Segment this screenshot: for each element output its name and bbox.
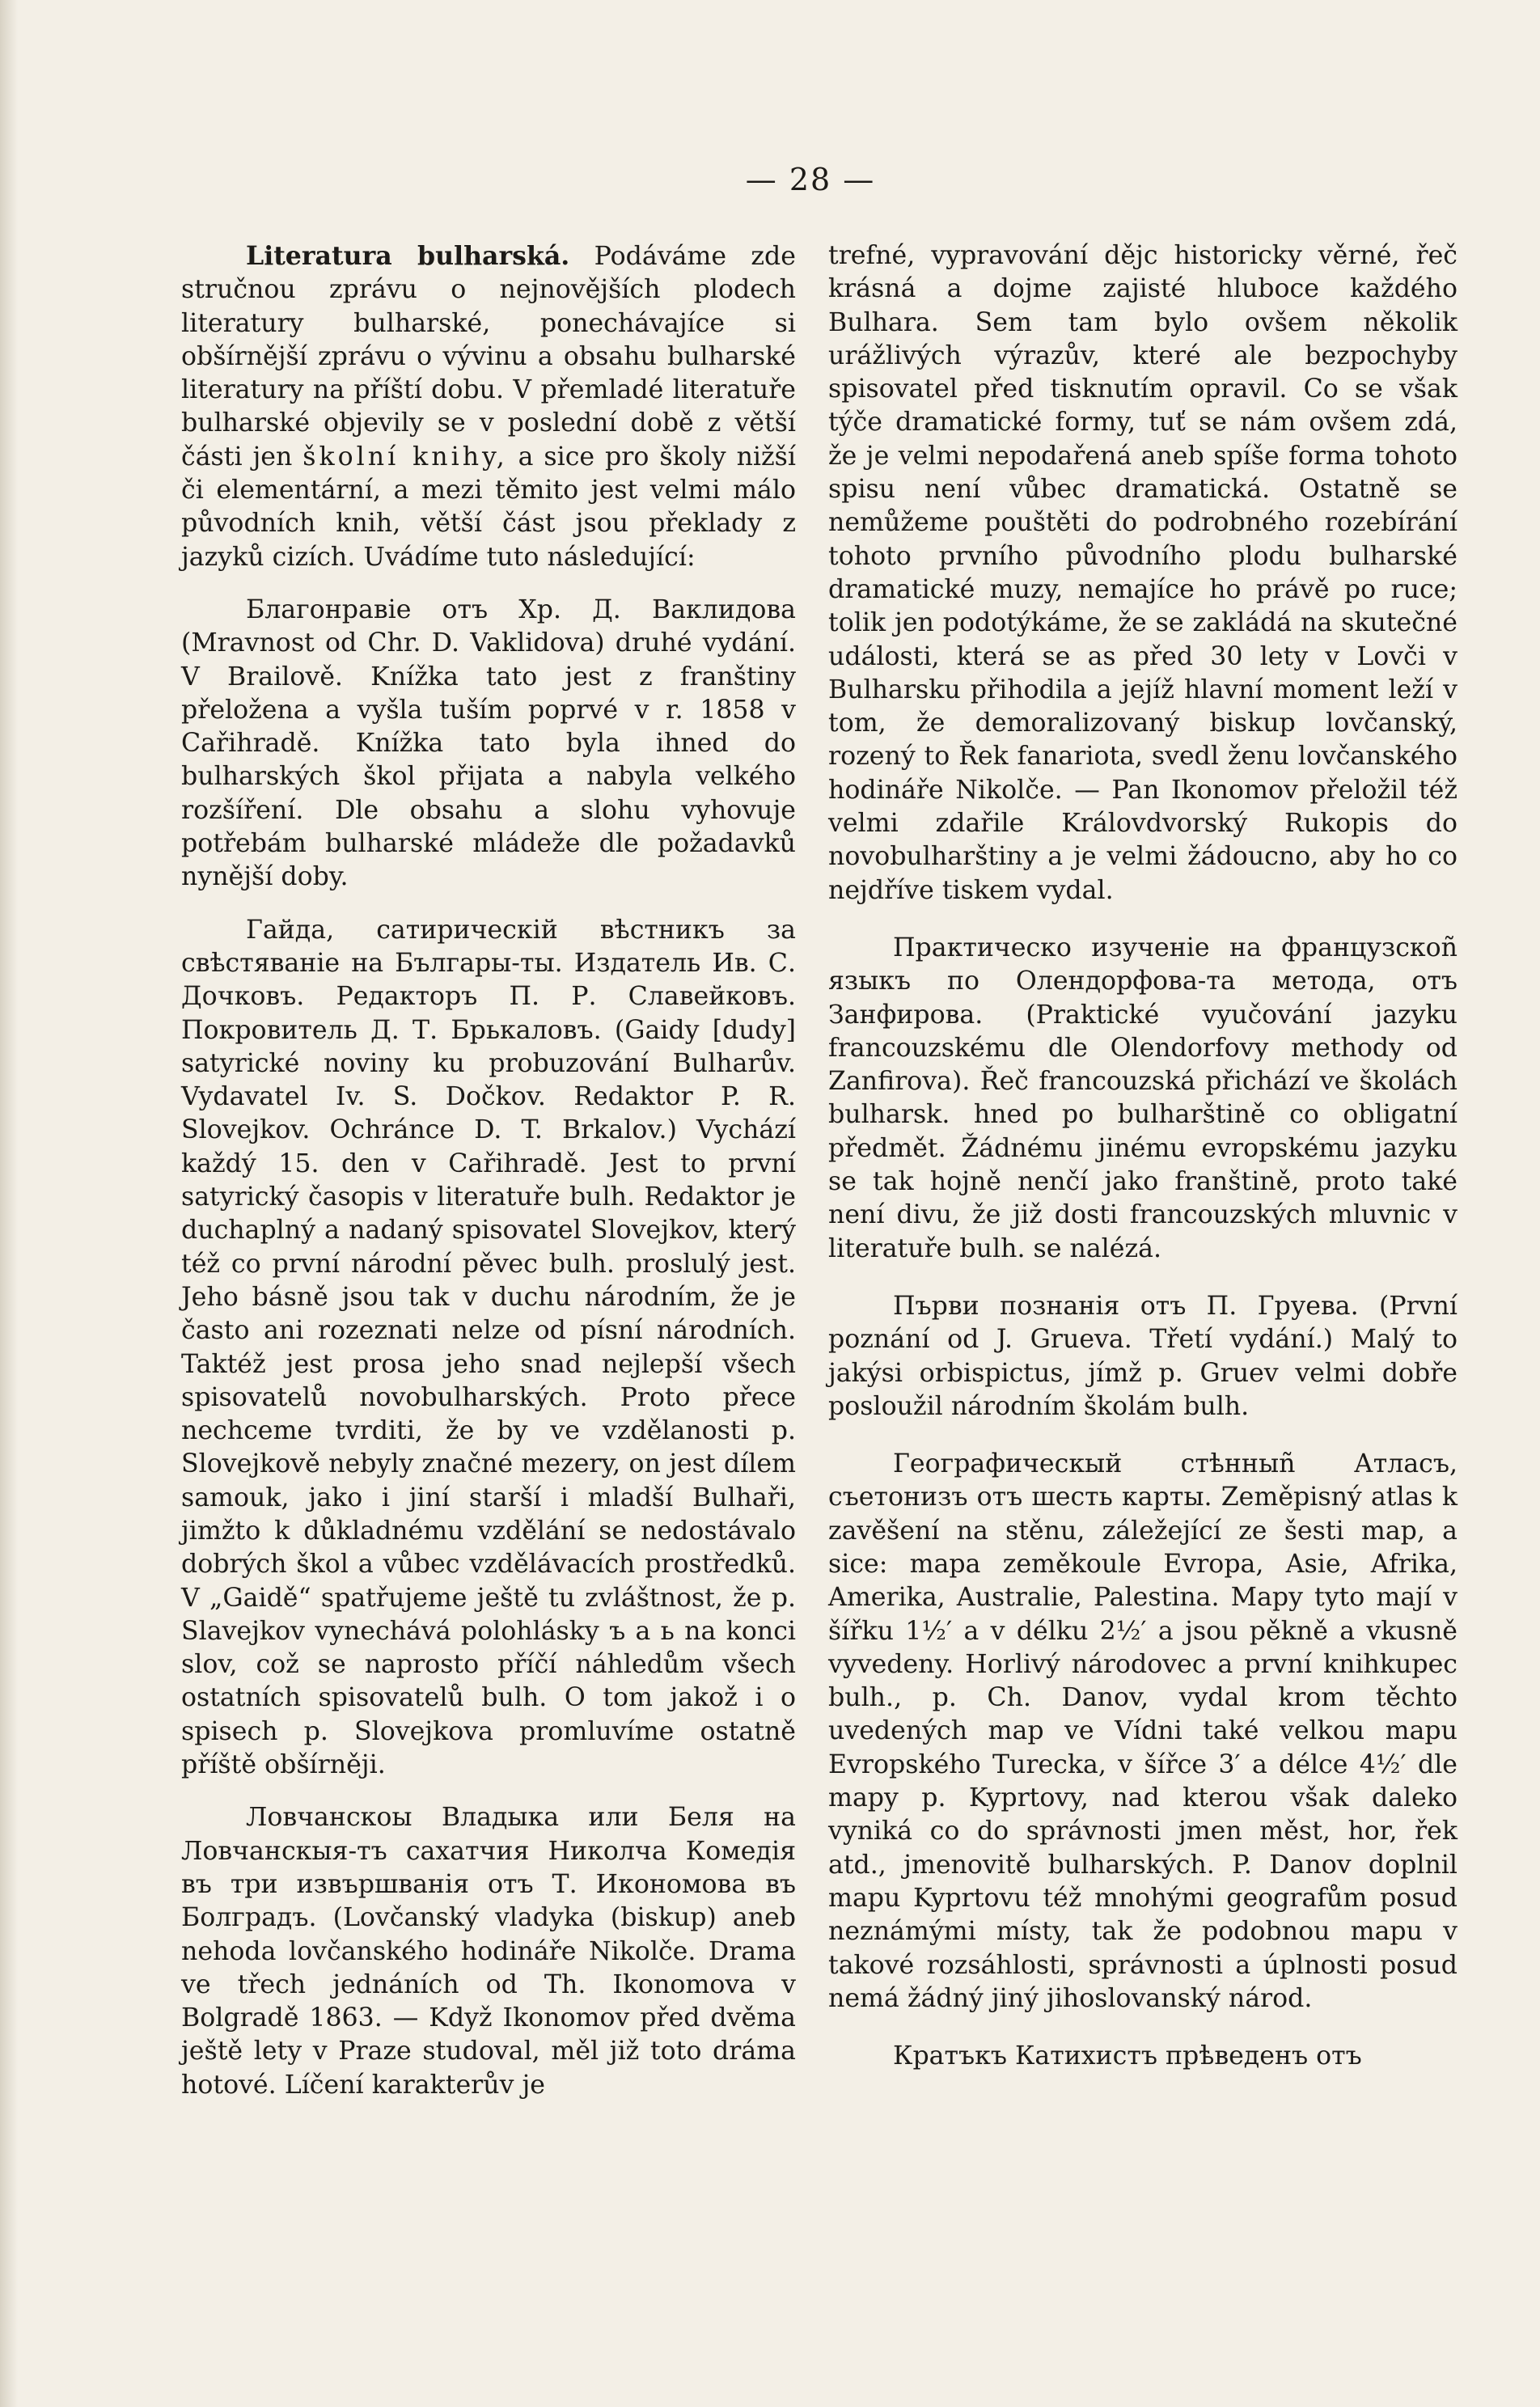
left-column (181, 239, 796, 2102)
paragraph-lovcanskoy-vladyka (181, 1801, 796, 2102)
book-title: Кратъкъ Катихистъ прѣведенъ отъ (893, 2041, 1362, 2071)
paragraph-geograficheskiy-atlas (828, 1448, 1458, 2016)
paragraph-text: Zeměpisný atlas k zavěšení na stěnu, záležející ze šesti map, a sice: mapa zeměkoule Evropa, Asie, Afrika, Amerika, Australie, Palestina. Mapy tyto mají v šířku 1½′ a v délku 2½′ a jsou pěkně a vkusně vyvedeny. Horlivý národovec a první knihkupec bulh., p. Ch. Danov, vydal krom těchto uvedených map ve Vídni také velkou mapu Evropského Turecka, v šířce 3′ a délce 4½′ dle mapy p. Kyprtovy, nad kterou však daleko vyniká co do správnosti jmen měst, hor, řek atd., jmenovitě bulharských. P. Danov doplnil mapu Kyprtovu též mnohými geografům posud neznámými místy, tak že podobnou mapu v takové rozsáhlosti, správnosti a úplnosti posud nemá žádný jiný jihoslovanský národ. (828, 1483, 1458, 2013)
paragraph-text: (Lovčanský vladyka (biskup) aneb nehoda lovčanského hodináře Nikolče. Drama ve třech jednáních od Th. Ikonomova v Bolgradě 1863. — Když Ikonomov před dvěma ještě lety v Praze studoval, měl již toto dráma hotové. Líčení karakterův je (181, 1903, 796, 2100)
paragraph-continuation (828, 239, 1458, 907)
book-title: Географическый стѣнныñ Атласъ, съетонизъ отъ шесть карты. (828, 1449, 1458, 1512)
book-title: Първи познанія отъ П. Груева. (893, 1291, 1359, 1321)
paragraph-text: (Praktické vyučování jazyku francouzskému dle Olendorfovy methody od Zanfirova). Řeč francouzská přichází ve školách bulharsk. hned po bulharštině co obligatní předmět. Žádnému jinému evropskému jazyku se tak hojně nenčí jako franštině, proto také není divu, že již dosti francouzských mluvnic v literatuře bulh. se nalézá. (828, 1000, 1458, 1263)
paragraph-text: (Gaidy [dudy] satyrické noviny ku probuzování Bulharův. Vydavatel Iv. S. Dočkov. Redaktor P. R. Slovejkov. Ochránce D. T. Brkalov.) Vychází každý 15. den v Cařihradě. Jest to první satyrický časopis v literatuře bulh. Redaktor je duchaplný a nadaný spisovatel Slovejkov, který též co první národní pěvec bulh. proslulý jest. Jeho básně jsou tak v duchu národním, že je často ani rozeznati nelze od písní národních. Taktéž jest prosa jeho snad nejlepší všech spisovatelů novobulharských. Proto přece nechceme tvrditi, že by ve vzdělanosti p. Slovejkově nebyly značné mezery, on jest dílem samouk, jako i jiní starší i mladší Bulhaři, jimžto k důkladnému vzdělání se nedostávalo dobrých škol a vůbec vzdělávacích prostředků. V „Gaidě“ spatřujeme ještě tu zvláštnost, že p. Slavejkov vynechává polohlásky ъ a ь na konci slov, což se naprosto příčí náhledům všech ostatních spisovatelů bulh. O tom jakož i o spisech p. Slovejkova promluvíme ostatně příště obšírněji. (181, 1015, 796, 1780)
book-title: Ловчанскоы Владыка или Беля на Ловчанскыя-тъ сахатчия Николча Комедія въ три извършванія отъ Т. Икономова въ Болградъ. (181, 1803, 796, 1933)
book-title: Благонравіе отъ Хр. Д. Ваклидова (246, 594, 796, 624)
book-title: Гайда, сатирическій вѣстникъ за свѣстяваніе на Българы-ты. Издатель Ив. С. Дочковъ. Редакторъ П. Р. Славейковъ. Покровитель Д. Т. Брькаловъ. (181, 915, 796, 1045)
emphasized-text: školní knihy, (302, 442, 508, 472)
paragraph-text: a sice pro školy nižší či elementární, a mezi těmito jest velmi málo původních knih, větší část jsou překlady z jazyků cizích. Uvádíme tuto následující: (181, 442, 796, 572)
page-number: — 28 — (745, 162, 876, 197)
paragraph-prvi-poznania (828, 1290, 1458, 1423)
paragraph-prakticheskoe-izuchenie (828, 932, 1458, 1266)
paragraph-text: (První poznání od J. Grueva. Třetí vydání.) Malý to jakýsi orbispictus, jímž p. Gruev velmi dobře posloužil národním školám bulh. (828, 1291, 1458, 1421)
paragraph-kratak-katihist (828, 2040, 1458, 2073)
paragraph-literatura-bulharska (181, 239, 796, 574)
book-title: Практическо изученіе на французскоñ языкъ по Олендорфова-та метода, отъ Занфирова. (828, 933, 1458, 1030)
paragraph-text: (Mravnost od Chr. D. Vaklidova) druhé vydání. V Brailově. Knížka tato jest z franštiny přeložena a vyšla tuším poprvé v r. 1858 v Cařihradě. Knížka tato byla ihned do bulharských škol přijata a nabyla velkého rozšíření. Dle obsahu a slohu vyhovuje potřebám bulharské mládeže dle požadavků nynější doby. (181, 628, 796, 892)
page-edge-shadow (0, 0, 18, 2407)
paragraph-text: trefné, vypravování dějc historicky věrné, řeč krásná a dojme zajisté hluboce každého Bulhara. Sem tam bylo ovšem několik urážlivých výrazův, které ale bezpochyby spisovatel před tisknutím opravil. Co se však týče dramatické formy, tuť se nám ovšem zdá, že je velmi nepodařená aneb spíše forma tohoto spisu není vůbec dramatická. Ostatně se nemůžeme pouštěti do podrobného rozebírání tohoto prvního původního plodu bulharské dramatické muzy, nemajíce ho právě po ruce; tolik jen podotýkáme, že se zakládá na skutečné události, která se as před 30 lety v Lovči v Bulharsku přihodila a jejíž hlavní moment leží v tom, že demoralizovaný biskup lovčanský, rozený to Řek fanariota, svedl ženu lovčanského hodináře Nikolče. — Pan Ikonomov přeložil též velmi zdařile Královdvorský Rukopis do novobulharštiny a je velmi žádoucno, aby ho co nejdříve tiskem vydal. (828, 241, 1458, 905)
paragraph-text: Podáváme zde stručnou zprávu o nejnovějších plodech literatury bulharské, ponechávajíce si obšírnější zprávu o vývinu a obsahu bulharské literatury na příští dobu. V přemladé literatuře bulharské objevily se v poslední době z větší části jen (181, 242, 796, 472)
paragraph-gaida (181, 914, 796, 1783)
paragraph-blagonravie (181, 594, 796, 895)
right-column (828, 239, 1458, 2073)
section-heading: Literatura bulharská. (246, 241, 570, 271)
